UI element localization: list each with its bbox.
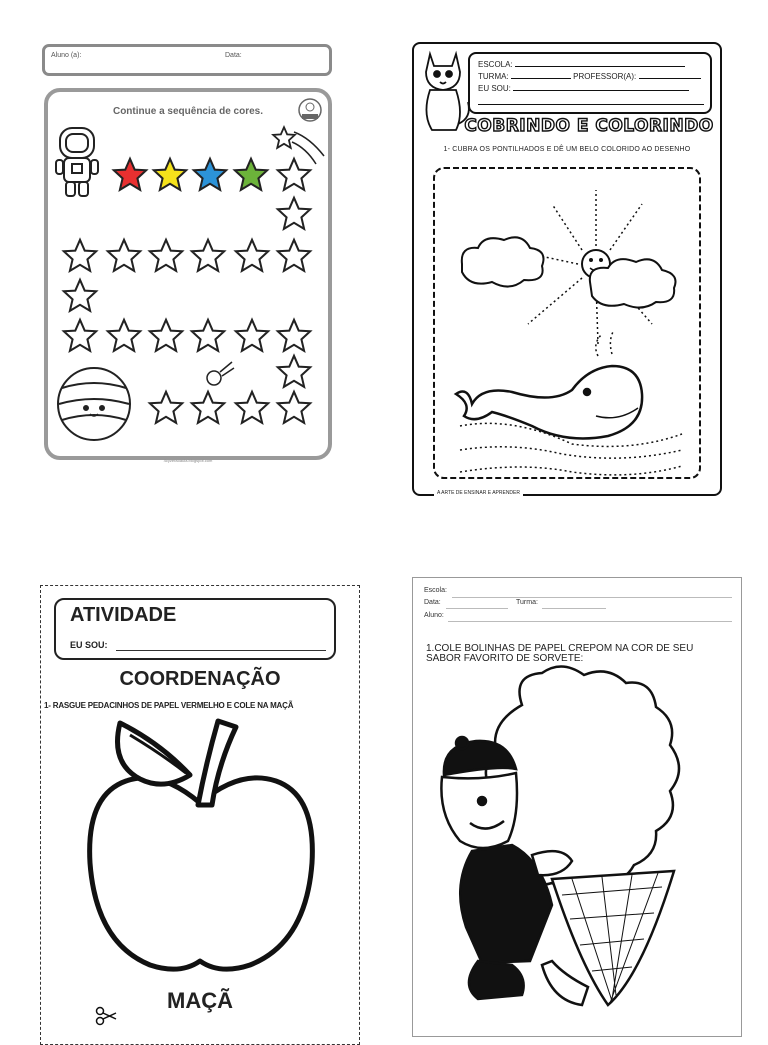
sheet3-name-line — [116, 650, 326, 651]
sheet2-title: COBRINDO E COLORINDO — [464, 116, 714, 136]
apple-icon — [40, 713, 360, 993]
sheet3-header-box — [54, 598, 336, 660]
sheet2-info-box — [468, 52, 712, 114]
blank-star — [192, 320, 224, 351]
sheet4-icecream-boy — [412, 665, 742, 1025]
blank-star — [278, 159, 310, 190]
blank-star — [150, 392, 182, 423]
blank-star — [150, 240, 182, 271]
blank-star — [236, 320, 268, 351]
red-star — [114, 159, 146, 190]
sheet1-aluno-label: Aluno (a): — [51, 52, 82, 59]
blank-star — [278, 240, 310, 271]
astronaut-icon — [56, 128, 98, 196]
blank-star — [236, 392, 268, 423]
sheet4-data-label: Data: — [424, 599, 441, 606]
blank-star — [64, 320, 96, 351]
blue-star — [194, 159, 226, 190]
comet-icon — [207, 362, 234, 385]
badge-logo-icon — [299, 99, 321, 121]
blank-star — [278, 320, 310, 351]
sheet3-heading: ATIVIDADE — [70, 604, 177, 626]
sheet2-instruction: 1- CUBRA OS PONTILHADOS E DÊ UM BELO COLORIDO AO DESENHO — [443, 146, 691, 153]
scissors-icon — [94, 1003, 118, 1027]
sheet2-worksheet — [412, 42, 722, 496]
blank-star — [278, 356, 310, 387]
blank-star — [108, 320, 140, 351]
turma-label: TURMA: — [478, 72, 509, 81]
sheet4-aluno-line — [448, 621, 732, 622]
sheet4-aluno-label: Aluno: — [424, 612, 444, 619]
sheet4-escola-line — [452, 597, 732, 598]
yellow-star — [154, 159, 186, 190]
sheet4-turma-line — [542, 608, 606, 609]
blank-star — [150, 320, 182, 351]
sheet2-footer: A ARTE DE ENSINAR E APRENDER — [434, 490, 523, 496]
sheet1-title: Continue a sequência de cores. — [112, 106, 264, 117]
sheet1-footer: 4cyzeraoaula.blogspot.com — [163, 458, 213, 463]
escola-label: ESCOLA: — [478, 60, 513, 69]
sheet1-illustration — [48, 92, 328, 456]
blank-star — [278, 198, 310, 229]
sheet4-turma-label: Turma: — [516, 599, 538, 606]
sheet3-subtitle: COORDENAÇÃO — [119, 668, 281, 690]
blank-star — [236, 240, 268, 271]
blank-star — [64, 280, 96, 311]
whale-icon — [456, 366, 642, 438]
sheet3-caption: MAÇÃ — [167, 988, 233, 1013]
sheet1-header-box — [42, 44, 332, 76]
blank-star — [192, 240, 224, 271]
professor-label: PROFESSOR(A): — [573, 72, 637, 81]
green-star — [235, 159, 267, 190]
sheet4-data-line — [446, 608, 508, 609]
sheet1-data-label: Data: — [225, 52, 242, 59]
blank-star — [192, 392, 224, 423]
blank-star — [64, 240, 96, 271]
sheet4-escola-label: Escola: — [424, 587, 447, 594]
eusou-label: EU SOU: — [478, 84, 511, 93]
cloud-icon — [462, 237, 544, 286]
sheet4-worksheet — [412, 577, 742, 1024]
sheet1-worksheet-card — [44, 88, 332, 463]
sheet3-eusou-label: EU SOU: — [70, 640, 108, 650]
shooting-star-icon — [273, 127, 324, 164]
sheet3-worksheet — [40, 585, 360, 1024]
blank-star — [278, 392, 310, 423]
blank-star — [108, 240, 140, 271]
planet-icon — [58, 368, 130, 440]
sheet3-instruction: 1- RASGUE PEDACINHOS DE PAPEL VERMELHO E COLE NA MAÇÃ — [44, 701, 294, 710]
sheet2-whale-scene — [412, 154, 722, 484]
sheet4-instruction: 1.COLE BOLINHAS DE PAPEL CREPOM NA COR DE SEU SABOR FAVORITO DE SORVETE: — [426, 643, 694, 664]
